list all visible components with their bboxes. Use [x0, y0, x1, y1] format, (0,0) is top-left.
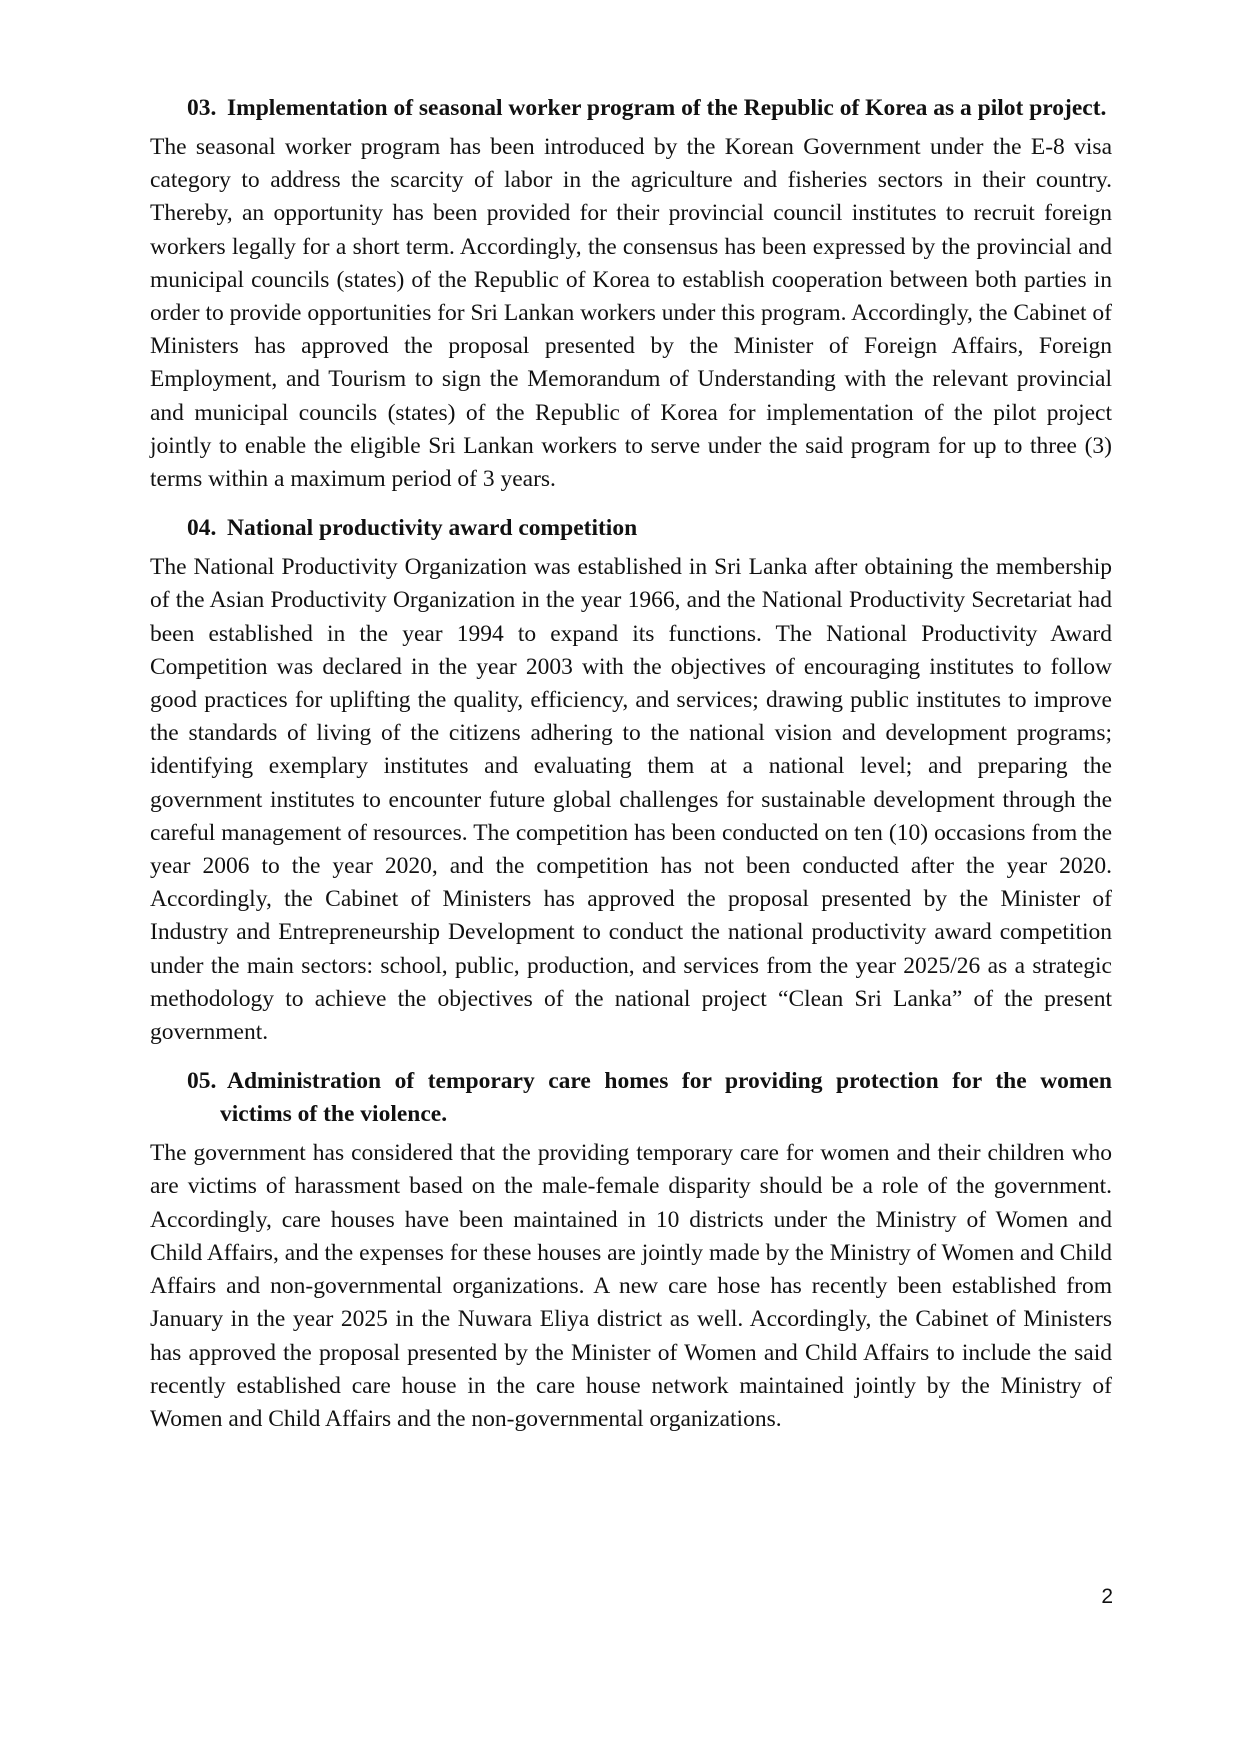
section-number: 05.	[187, 1068, 217, 1095]
section-title: Implementation of seasonal worker program of the Republic of Korea as a pilot project.	[227, 95, 1107, 121]
section-title: Administration of temporary care homes for providing protection for the women victims of the violence.	[220, 1068, 1112, 1128]
section-title: National productivity award competition	[227, 515, 638, 542]
section-body: The government has considered that the providing temporary care for women and their children who are victims of harassment based on the male-female disparity should be a role of the government. Accordingly, care houses have been maintained in 10 districts under the Ministry of Women and Child Affairs, and the expenses for these houses are jointly made by the Ministry of Women and Child Affairs and non-governmental organizations. A new care hose has recently been established from January in the year 2025 in the Nuwara Eliya district as well. Accordingly, the Cabinet of Ministers has approved the proposal presented by the Minister of Women and Child Affairs to include the said recently established care house in the care house network maintained jointly by the Ministry of Women and Child Affairs and the non-governmental organizations.	[150, 1140, 1112, 1432]
section-body: The seasonal worker program has been introduced by the Korean Government under the E-8 visa category to address the scarcity of labor in the agriculture and fisheries sectors in their country. Thereby, an opportunity has been provided for their provincial council institutes to recruit foreign workers legally for a short term. Accordingly, the consensus has been expressed by the provincial and municipal councils (states) of the Republic of Korea to establish cooperation between both parties in order to provide opportunities for Sri Lankan workers under this program. Accordingly, the Cabinet of Ministers has approved the proposal presented by the Minister of Foreign Affairs, Foreign Employment, and Tourism to sign the Memorandum of Understanding with the relevant provincial and municipal councils (states) of the Republic of Korea for implementation of the pilot project jointly to enable the eligible Sri Lankan workers to serve under the said program for up to three (3) terms within a maximum period of 3 years.	[150, 134, 1112, 493]
section-heading	[150, 92, 1112, 125]
section-number: 04.	[187, 515, 217, 542]
document-page	[150, 92, 1112, 1436]
section-04	[150, 512, 1112, 1049]
section-heading	[150, 1065, 1112, 1131]
section-03	[150, 92, 1112, 496]
section-body: The National Productivity Organization was established in Sri Lanka after obtaining the membership of the Asian Productivity Organization in the year 1966, and the National Productivity Secretariat had been established in the year 1994 to expand its functions. The National Productivity Award Competition was declared in the year 2003 with the objectives of encouraging institutes to follow good practices for uplifting the quality, efficiency, and services; drawing public institutes to improve the standards of living of the citizens adhering to the national vision and development programs; identifying exemplary institutes and evaluating them at a national level; and preparing the government institutes to encounter future global challenges for sustainable development through the careful management of resources. The competition has been conducted on ten (10) occasions from the year 2006 to the year 2020, and the competition has not been conducted after the year 2020. Accordingly, the Cabinet of Ministers has approved the proposal presented by the Minister of Industry and Entrepreneurship Development to conduct the national productivity award competition under the main sectors: school, public, production, and services from the year 2025/26 as a strategic methodology to achieve the objectives of the national project “Clean Sri Lanka” of the present government.	[150, 554, 1112, 1046]
section-number: 03.	[187, 95, 217, 121]
section-heading	[150, 512, 1112, 545]
section-05	[150, 1065, 1112, 1436]
page-number: 2	[1101, 1585, 1113, 1608]
